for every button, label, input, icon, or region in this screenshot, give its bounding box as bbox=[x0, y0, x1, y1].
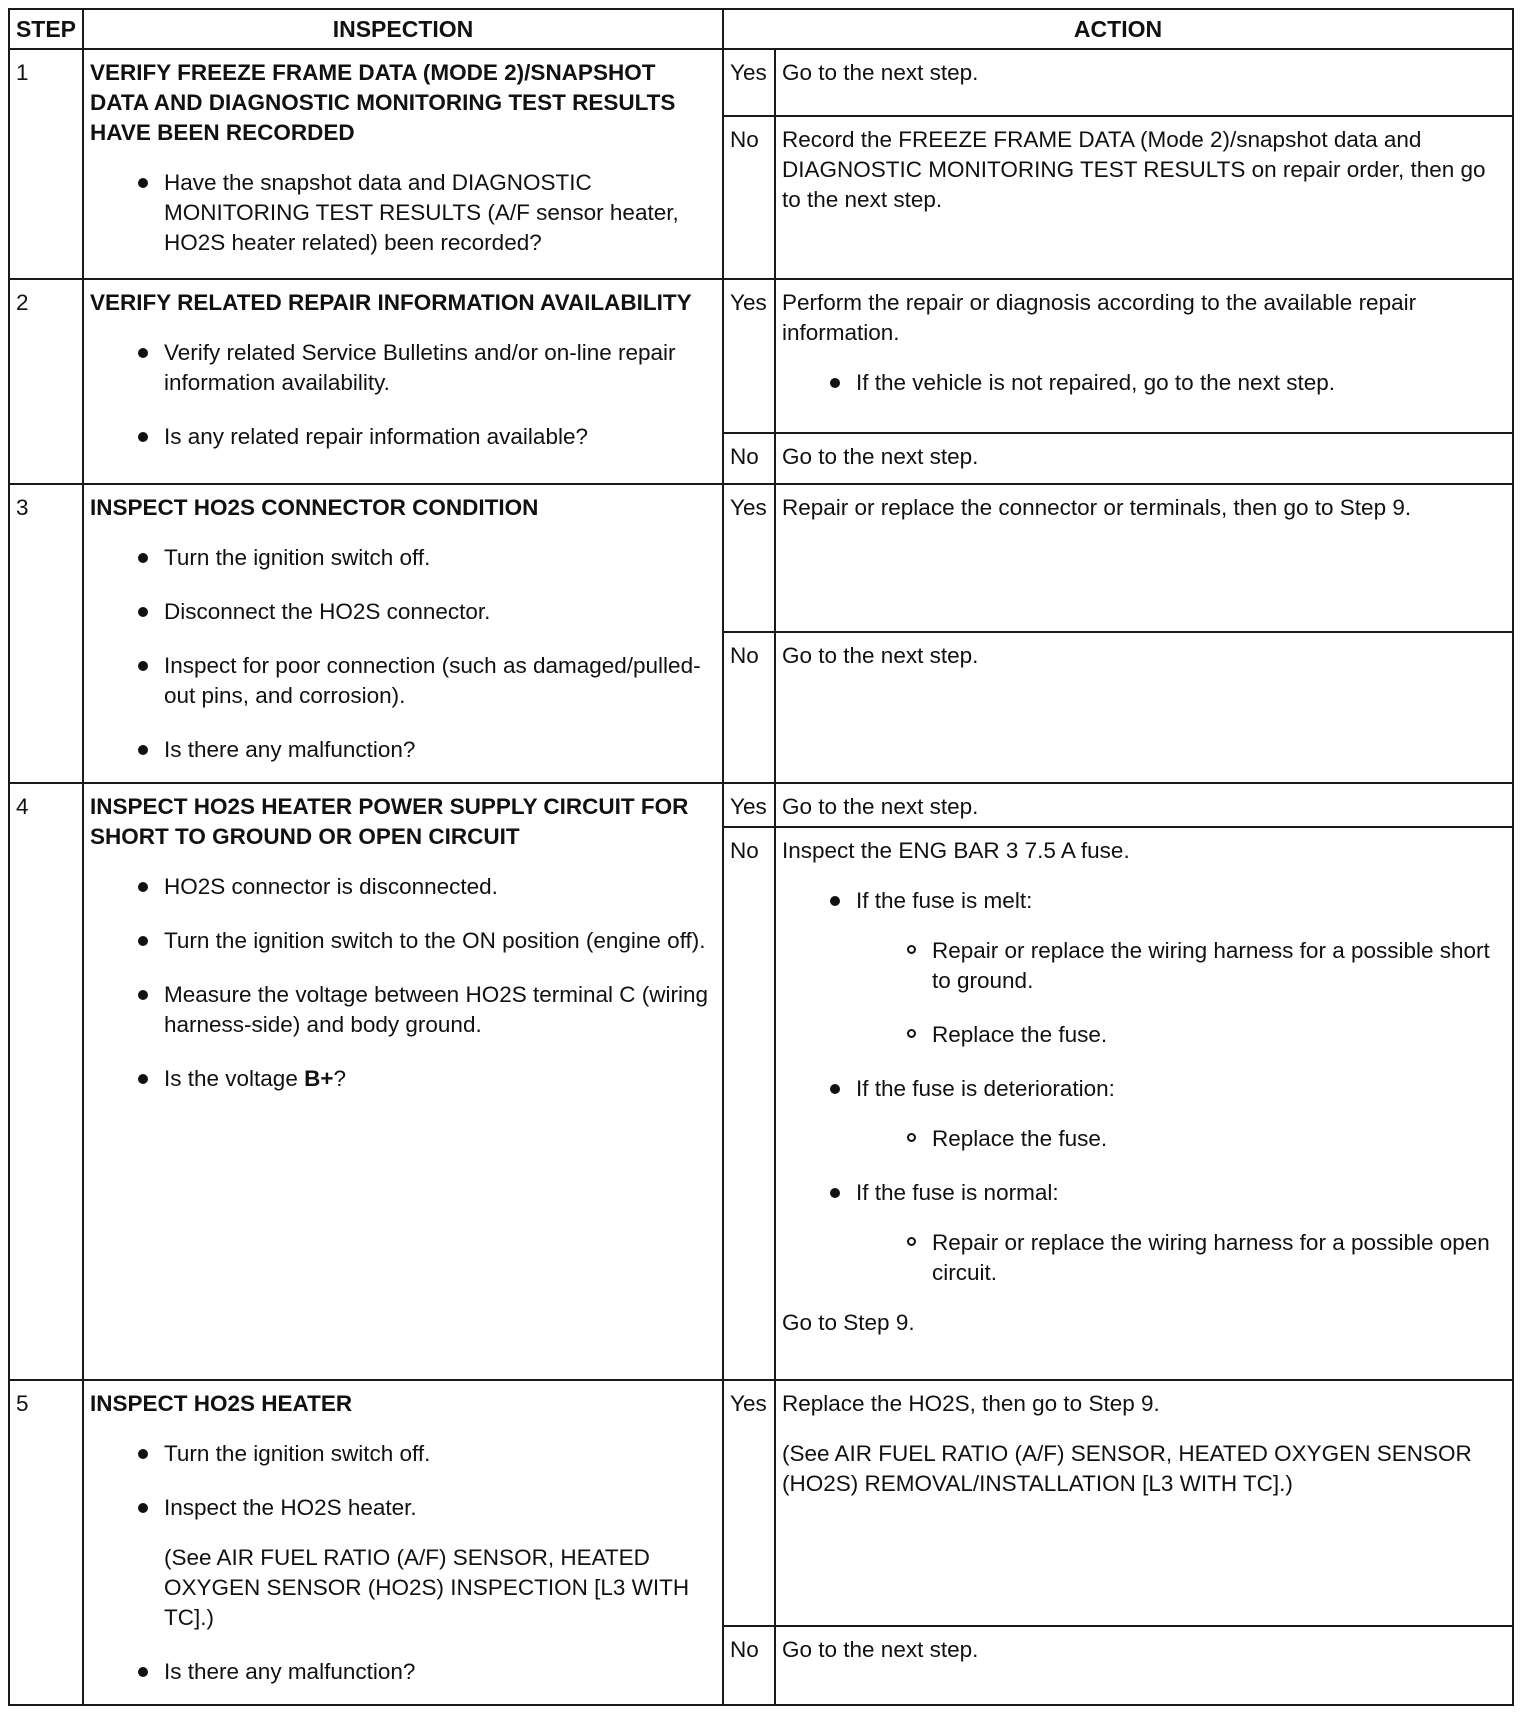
step-4-bullet-4 bbox=[164, 1064, 716, 1094]
step-4-no-cases bbox=[782, 886, 1506, 1288]
step-1-inspection bbox=[83, 49, 723, 279]
step-1-no-label: No bbox=[723, 116, 775, 279]
step-1-no-action: Record the FREEZE FRAME DATA (Mode 2)/snapshot data and DIAGNOSTIC MONITORING TEST RESULTS on repair order, then go to the next step. bbox=[775, 116, 1513, 279]
step-4-case-normal bbox=[856, 1178, 1506, 1288]
step-5-number: 5 bbox=[9, 1380, 83, 1705]
step-2-inspection bbox=[83, 279, 723, 484]
step-2-bullet-1: Verify related Service Bulletins and/or on-line repair information availability. bbox=[164, 338, 716, 398]
step-4-yes-action: Go to the next step. bbox=[775, 783, 1513, 828]
step-1-row-yes bbox=[9, 49, 1513, 116]
step-4-bullet-4-prefix: Is the voltage bbox=[164, 1065, 305, 1091]
header-row bbox=[9, 9, 1513, 49]
step-2-bullets bbox=[90, 338, 716, 452]
diagnostic-procedure-sheet bbox=[8, 8, 1512, 1706]
step-4-title: INSPECT HO2S HEATER POWER SUPPLY CIRCUIT FOR SHORT TO GROUND OR OPEN CIRCUIT bbox=[90, 793, 689, 849]
step-2-no-action: Go to the next step. bbox=[775, 433, 1513, 484]
step-3-no-action: Go to the next step. bbox=[775, 632, 1513, 782]
step-3-bullet-1: Turn the ignition switch off. bbox=[164, 543, 716, 573]
step-4-bullet-3: Measure the voltage between HO2S terminal C (wiring harness-side) and body ground. bbox=[164, 980, 716, 1040]
diagnostic-table bbox=[8, 8, 1514, 1706]
step-5-bullet-2 bbox=[164, 1493, 716, 1633]
step-3-yes-action: Repair or replace the connector or terminals, then go to Step 9. bbox=[775, 484, 1513, 632]
step-3-bullet-4: Is there any malfunction? bbox=[164, 735, 716, 765]
step-5-bullet-3: Is there any malfunction? bbox=[164, 1657, 716, 1687]
step-4-bullets bbox=[90, 872, 716, 1094]
step-4-case-deterioration-items bbox=[856, 1124, 1506, 1154]
step-1-bullets bbox=[90, 168, 716, 258]
step-5-bullet-2-text: Inspect the HO2S heater. bbox=[164, 1494, 417, 1520]
step-2-row-yes bbox=[9, 279, 1513, 433]
step-5-bullets bbox=[90, 1439, 716, 1687]
step-3-number: 3 bbox=[9, 484, 83, 783]
step-4-case-melt bbox=[856, 886, 1506, 1050]
step-4-bullet-2: Turn the ignition switch to the ON position (engine off). bbox=[164, 926, 716, 956]
step-4-case-normal-label: If the fuse is normal: bbox=[856, 1180, 1059, 1206]
step-2-yes-bullet-1: If the vehicle is not repaired, go to the next step. bbox=[856, 368, 1506, 398]
step-4-no-footer: Go to Step 9. bbox=[782, 1310, 915, 1336]
step-4-case-melt-item-1: Repair or replace the wiring harness for a possible short to ground. bbox=[932, 936, 1506, 996]
step-4-case-deterioration-item-1: Replace the fuse. bbox=[932, 1124, 1506, 1154]
step-5-no-action: Go to the next step. bbox=[775, 1626, 1513, 1705]
step-1-title: VERIFY FREEZE FRAME DATA (MODE 2)/SNAPSHOT DATA AND DIAGNOSTIC MONITORING TEST RESULTS HAVE BEEN RECORDED bbox=[90, 60, 676, 145]
step-5-bullet-note: (See AIR FUEL RATIO (A/F) SENSOR, HEATED OXYGEN SENSOR (HO2S) INSPECTION [L3 WITH TC].) bbox=[164, 1544, 690, 1630]
step-4-row-yes bbox=[9, 783, 1513, 828]
step-5-yes-label: Yes bbox=[723, 1380, 775, 1626]
step-5-bullet-1: Turn the ignition switch off. bbox=[164, 1439, 716, 1469]
step-5-title: INSPECT HO2S HEATER bbox=[90, 1390, 353, 1416]
step-4-no-label: No bbox=[723, 827, 775, 1380]
step-4-no-action: Inspect the ENG BAR 3 7.5 A fuse. bbox=[782, 838, 1130, 864]
header-inspection: INSPECTION bbox=[83, 9, 723, 49]
step-5-inspection bbox=[83, 1380, 723, 1705]
step-4-case-melt-item-2: Replace the fuse. bbox=[932, 1020, 1506, 1050]
step-3-bullets bbox=[90, 543, 716, 765]
step-2-yes-label: Yes bbox=[723, 279, 775, 433]
step-2-yes-action: Perform the repair or diagnosis according to the available repair information. bbox=[782, 289, 1417, 345]
step-4-bullet-4-suffix: ? bbox=[333, 1065, 346, 1091]
step-3-yes-label: Yes bbox=[723, 484, 775, 632]
step-4-case-melt-label: If the fuse is melt: bbox=[856, 888, 1033, 914]
step-2-number: 2 bbox=[9, 279, 83, 484]
step-4-number: 4 bbox=[9, 783, 83, 1380]
step-3-bullet-2: Disconnect the HO2S connector. bbox=[164, 597, 716, 627]
step-5-no-label: No bbox=[723, 1626, 775, 1705]
step-2-yes-bullets bbox=[782, 368, 1506, 398]
step-4-inspection bbox=[83, 783, 723, 1380]
step-1-yes-action: Go to the next step. bbox=[775, 49, 1513, 116]
step-4-case-deterioration bbox=[856, 1074, 1506, 1154]
header-step: STEP bbox=[9, 9, 83, 49]
step-5-yes-note: (See AIR FUEL RATIO (A/F) SENSOR, HEATED OXYGEN SENSOR (HO2S) REMOVAL/INSTALLATION [L3 WITH TC].) bbox=[782, 1440, 1472, 1496]
step-4-case-deterioration-label: If the fuse is deterioration: bbox=[856, 1076, 1115, 1102]
step-4-no-cell bbox=[775, 827, 1513, 1380]
step-2-yes-cell bbox=[775, 279, 1513, 433]
header-action: ACTION bbox=[723, 9, 1513, 49]
step-3-title: INSPECT HO2S CONNECTOR CONDITION bbox=[90, 494, 539, 520]
step-4-bullet-1: HO2S connector is disconnected. bbox=[164, 872, 716, 902]
step-3-inspection bbox=[83, 484, 723, 783]
step-4-case-normal-item-1: Repair or replace the wiring harness for a possible open circuit. bbox=[932, 1228, 1506, 1288]
step-5-yes-action: Replace the HO2S, then go to Step 9. bbox=[782, 1390, 1160, 1416]
step-4-bullet-4-value: B+ bbox=[304, 1065, 334, 1091]
step-4-yes-label: Yes bbox=[723, 783, 775, 828]
step-5-row-yes bbox=[9, 1380, 1513, 1626]
step-1-number: 1 bbox=[9, 49, 83, 279]
step-1-yes-label: Yes bbox=[723, 49, 775, 116]
step-2-bullet-2: Is any related repair information available? bbox=[164, 422, 716, 452]
step-2-title: VERIFY RELATED REPAIR INFORMATION AVAILABILITY bbox=[90, 289, 692, 315]
step-5-yes-cell bbox=[775, 1380, 1513, 1626]
step-4-case-normal-items bbox=[856, 1228, 1506, 1288]
step-3-no-label: No bbox=[723, 632, 775, 782]
step-4-case-melt-items bbox=[856, 936, 1506, 1050]
step-3-bullet-3: Inspect for poor connection (such as damaged/pulled-out pins, and corrosion). bbox=[164, 651, 716, 711]
step-2-no-label: No bbox=[723, 433, 775, 484]
step-1-bullet-1: Have the snapshot data and DIAGNOSTIC MONITORING TEST RESULTS (A/F sensor heater, HO2S heater related) been recorded? bbox=[164, 168, 716, 258]
step-3-row-yes bbox=[9, 484, 1513, 632]
